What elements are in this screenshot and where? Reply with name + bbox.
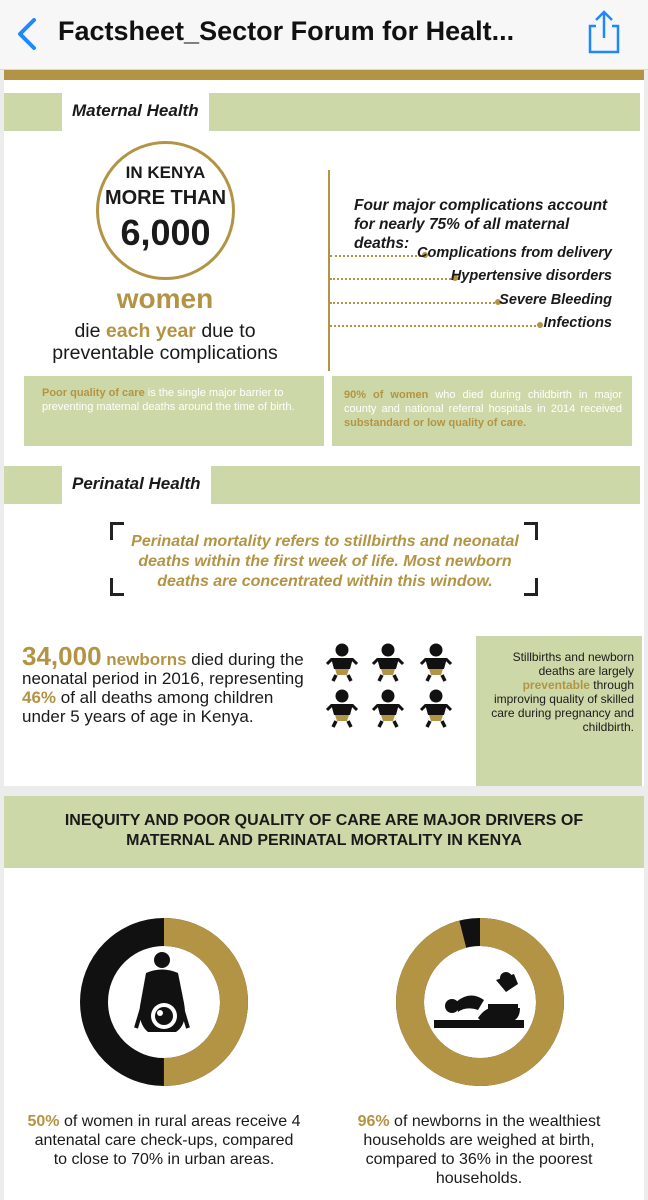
- pregnant-woman-icon: [136, 952, 188, 1032]
- more-than-label: MORE THAN: [104, 187, 227, 209]
- document-title: Factsheet_Sector Forum for Healt...: [58, 16, 515, 46]
- baby-icon: [327, 644, 357, 682]
- newborn-stat: 34,000 newborns died during the neonatal period in 2016, representing 46% of all deaths among children under 5 years of age in Kenya.: [22, 641, 304, 726]
- in-kenya-label: IN KENYA: [125, 163, 206, 182]
- preventable-note: Stillbirths and newborn deaths are largely preventable through improving quality of skilled care during pregnancy and childbirth.: [476, 636, 642, 786]
- baby-icon: [421, 644, 451, 682]
- nav-bar: [0, 0, 648, 70]
- complications-heading: Four major complications account for nearly 75% of all maternal deaths:: [354, 197, 608, 252]
- baby-icon: [327, 690, 357, 728]
- gold-divider: [4, 70, 644, 80]
- share-icon[interactable]: [584, 8, 624, 56]
- baby-scale-icon: [434, 972, 524, 1028]
- weighing-caption: 96% of newborns in the wealthiest households are weighed at birth, compared to 36% in the poorest households.: [357, 1113, 601, 1187]
- chevron-left-icon[interactable]: [12, 14, 42, 54]
- bracket-bottom-left: [110, 578, 124, 596]
- antenatal-donut: [80, 918, 248, 1086]
- baby-icons: [326, 643, 456, 733]
- bracket-top-right: [524, 522, 538, 540]
- perinatal-definition: Perinatal mortality refers to stillbirths and neonatal deaths within the first week of life. Most newborn deaths are concentrated within this window.: [131, 533, 519, 590]
- bracket-bottom-right: [524, 578, 538, 596]
- section-title: Maternal Health: [62, 93, 209, 131]
- list-item: Hypertensive disorders: [330, 268, 612, 288]
- women-label: women: [116, 283, 214, 314]
- baby-icon: [373, 644, 403, 682]
- stat-circle: [96, 141, 235, 280]
- death-count: 6,000: [120, 212, 211, 253]
- inequity-heading: INEQUITY AND POOR QUALITY OF CARE ARE MAJOR DRIVERS OF MATERNAL AND PERINATAL MORTALITY IN KENYA: [4, 796, 644, 868]
- list-item: Infections: [330, 315, 612, 335]
- antenatal-caption: 50% of women in rural areas receive 4 antenatal care check-ups, compared to close to 70% in urban areas.: [27, 1113, 301, 1168]
- baby-icon: [373, 690, 403, 728]
- quality-note-left: Poor quality of care is the single major barrier to preventing maternal deaths around the time of birth.: [24, 376, 324, 446]
- list-item: Severe Bleeding: [330, 292, 612, 312]
- perinatal-section-header: [4, 466, 644, 504]
- maternal-section-header: [4, 93, 644, 131]
- list-item: Complications from delivery: [330, 245, 612, 265]
- die-text: die each year due to preventable complications: [52, 320, 278, 364]
- weighing-donut: [396, 918, 564, 1086]
- quality-note-right: 90% of women who died during childbirth in major county and national referral hospitals in 2014 received substandard or low quality of care.: [332, 376, 632, 446]
- bracket-top-left: [110, 522, 124, 540]
- baby-icon: [421, 690, 451, 728]
- section-title: Perinatal Health: [62, 466, 211, 504]
